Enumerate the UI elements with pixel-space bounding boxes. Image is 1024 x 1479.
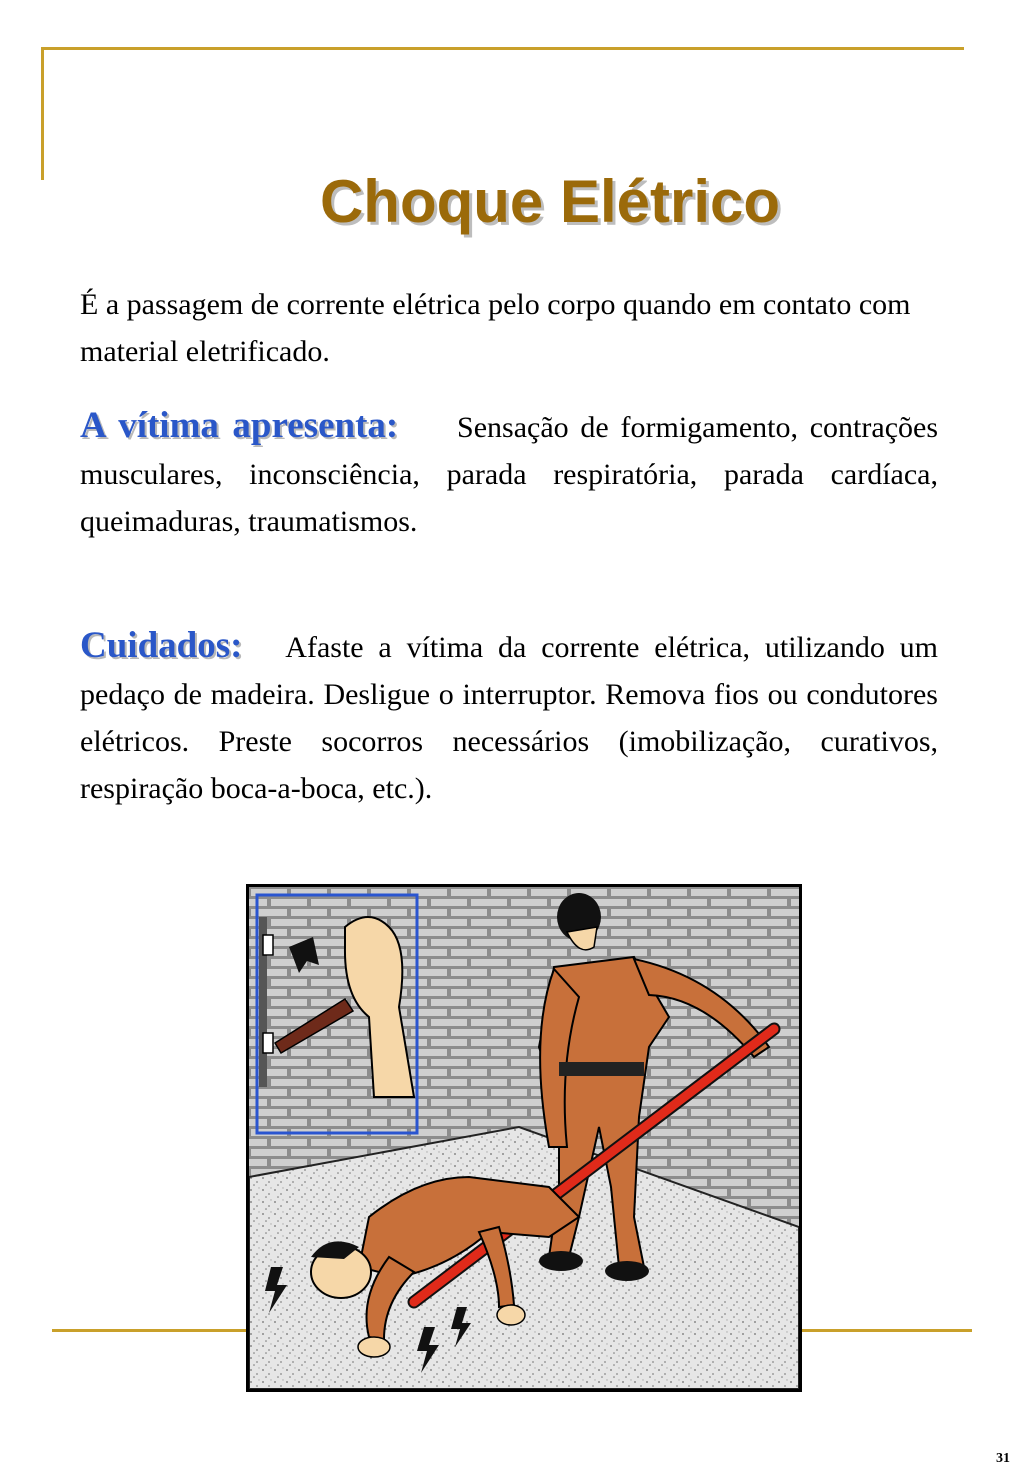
frame-line-left [41, 47, 44, 180]
symptoms-heading: A vítima apresenta: [80, 405, 399, 446]
care-paragraph [80, 622, 938, 812]
frame-line-bottom-left [52, 1329, 250, 1332]
symptoms-paragraph [80, 402, 938, 545]
page-title: Choque Elétrico [319, 168, 781, 235]
frame-line-top [41, 47, 964, 50]
care-text: Afaste a vítima da corrente elétrica, utilizando um pedaço de madeira. Desligue o interruptor. Remova fios ou condutores elétricos. Preste socorros necessários (imobilização, curativos, respiração boca-a-boca, etc.). [80, 631, 938, 805]
frame-line-bottom-right [800, 1329, 972, 1332]
intro-paragraph: É a passagem de corrente elétrica pelo corpo quando em contato com material eletrificado. [80, 288, 911, 368]
care-heading: Cuidados: [80, 625, 243, 666]
symptoms-text: Sensação de formigamento, contrações musculares, inconsciência, parada respiratória, parada cardíaca, queimaduras, traumatismos. [80, 411, 938, 538]
electric-shock-illustration [246, 884, 802, 1392]
page-number: 31 [996, 1451, 1010, 1466]
inset-hand-switch [257, 895, 417, 1133]
